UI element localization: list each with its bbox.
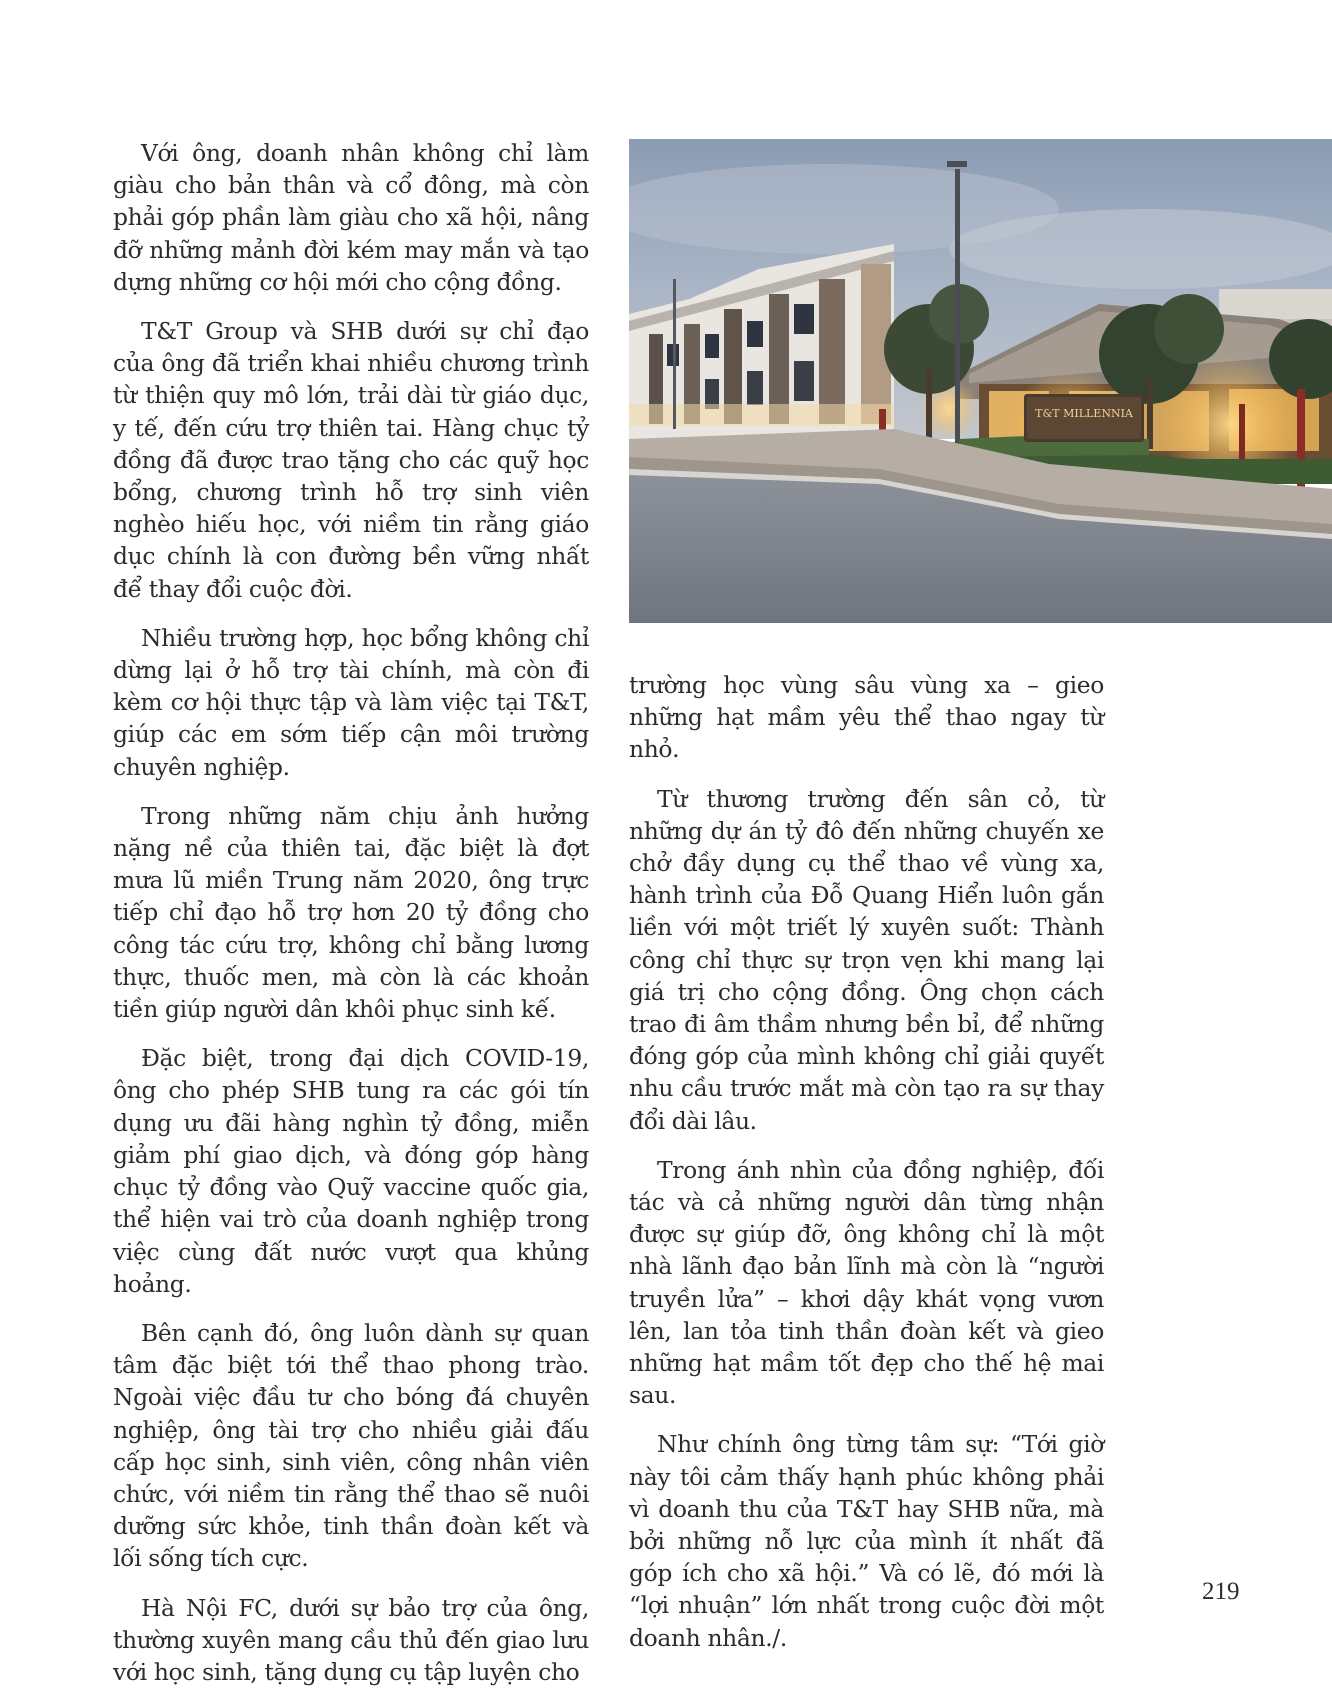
- paragraph: Với ông, doanh nhân không chỉ làm giàu cho bản thân và cổ đông, mà còn phải góp phần làm giàu cho xã hội, nâng đỡ những mảnh đời kém may mắn và tạo dựng những cơ hội mới cho cộng đồng.: [113, 139, 589, 296]
- right-text-column: [629, 669, 1104, 1671]
- paragraph: Bên cạnh đó, ông luôn dành sự quan tâm đặc biệt tới thể thao phong trào. Ngoài việc đầu tư cho bóng đá chuyên nghiệp, ông tài trợ cho nhiều giải đấu cấp học sinh, sinh viên, công nhân viên chức, với niềm tin rằng thể thao sẽ nuôi dưỡng sức khỏe, tinh thần đoàn kết và lối sống tích cực.: [113, 1318, 589, 1573]
- paragraph: Nhiều trường hợp, học bổng không chỉ dừng lại ở hỗ trợ tài chính, mà còn đi kèm cơ hội thực tập và làm việc tại T&T, giúp các em sớm tiếp cận môi trường chuyên nghiệp.: [113, 623, 589, 781]
- paragraph: Hà Nội FC, dưới sự bảo trợ của ông, thường xuyên mang cầu thủ đến giao lưu với học sinh, tặng dụng cụ tập luyện cho: [113, 1593, 589, 1686]
- paragraph: Từ thương trường đến sân cỏ, từ những dự án tỷ đô đến những chuyến xe chở đầy dụng cụ thể thao về vùng xa, hành trình của Đỗ Quang Hiển luôn gắn liền với một triết lý xuyên suốt: Thành công chỉ thực sự trọn vẹn khi mang lại giá trị cho cộng đồng. Ông chọn cách trao đi âm thầm nhưng bền bỉ, để những đóng góp của mình không chỉ giải quyết nhu cầu trước mắt mà còn tạo ra sự thay đổi dài lâu.: [629, 784, 1104, 1135]
- township-dusk-photo: [629, 139, 1332, 623]
- paragraph: Như chính ông từng tâm sự: “Tới giờ này tôi cảm thấy hạnh phúc không phải vì doanh thu của T&T hay SHB nữa, mà bởi những nỗ lực của mình ít nhất đã góp ích cho xã hội.” Và có lẽ, đó mới là “lợi nhuận” lớn nhất trong cuộc đời một doanh nhân./.: [629, 1430, 1104, 1652]
- left-text-column: [113, 137, 589, 1705]
- paragraph: trường học vùng sâu vùng xa – gieo những hạt mầm yêu thể thao ngay từ nhỏ.: [629, 671, 1104, 764]
- page-number: 219: [1202, 1578, 1240, 1605]
- paragraph: T&T Group và SHB dưới sự chỉ đạo của ông đã triển khai nhiều chương trình từ thiện quy mô lớn, trải dài từ giáo dục, y tế, đến cứu trợ thiên tai. Hàng chục tỷ đồng đã được trao tặng cho các quỹ học bổng, chương trình hỗ trợ sinh viên nghèo hiếu học, với niềm tin rằng giáo dục chính là con đường bền vững nhất để thay đổi cuộc đời.: [113, 317, 589, 603]
- paragraph: Đặc biệt, trong đại dịch COVID-19, ông cho phép SHB tung ra các gói tín dụng ưu đãi hàng nghìn tỷ đồng, miễn giảm phí giao dịch, và đóng góp hàng chục tỷ đồng vào Quỹ vaccine quốc gia, thể hiện vai trò của doanh nghiệp trong việc cùng đất nước vượt qua khủng hoảng.: [113, 1044, 589, 1298]
- paragraph: Trong những năm chịu ảnh hưởng nặng nề của thiên tai, đặc biệt là đợt mưa lũ miền Trung năm 2020, ông trực tiếp chỉ đạo hỗ trợ hơn 20 tỷ đồng cho công tác cứu trợ, không chỉ bằng lương thực, thuốc men, mà còn là các khoản tiền giúp người dân khôi phục sinh kế.: [113, 801, 589, 1024]
- paragraph: Trong ánh nhìn của đồng nghiệp, đối tác và cả những người dân từng nhận được sự giúp đỡ, ông không chỉ là một nhà lãnh đạo bản lĩnh mà còn là “người truyền lửa” – khơi dậy khát vọng vươn lên, lan tỏa tinh thần đoàn kết và gieo những hạt mầm tốt đẹp cho thế hệ mai sau.: [629, 1155, 1104, 1410]
- sign-text: T&T MILLENNIA: [1035, 407, 1133, 420]
- article-photo: [629, 139, 1332, 623]
